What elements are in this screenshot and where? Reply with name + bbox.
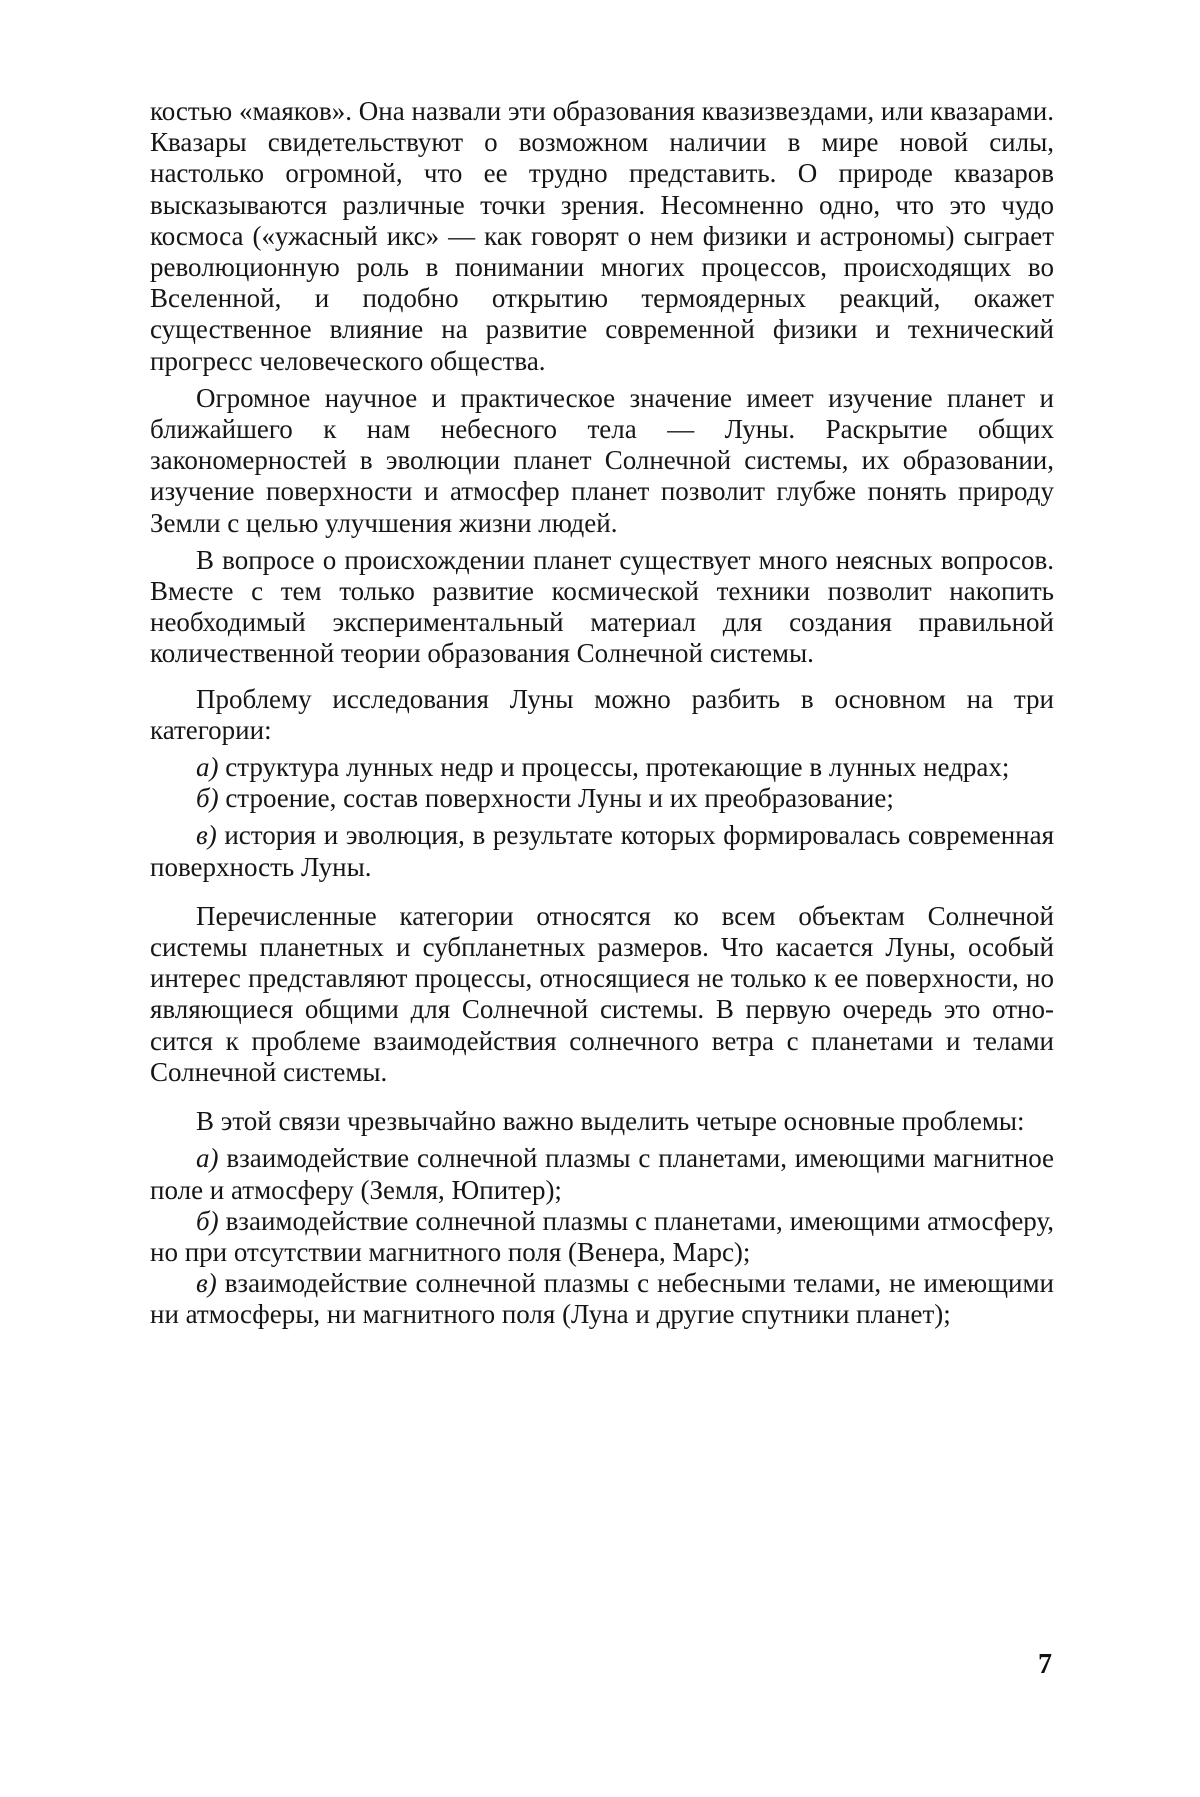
list-item-label: б) <box>196 1205 219 1236</box>
list-item-text: взаимодействие солнечной плазмы с планетами, имеющими магнитное поле и атмосферу (Земля, Юпитер); <box>150 1143 1055 1205</box>
list-item-text: строение, состав поверхности Луны и их преобразование; <box>225 783 894 814</box>
list-item-problem-b <box>150 1206 1054 1268</box>
list-item-label: в) <box>196 820 217 851</box>
list-item-text: взаимодействие солнечной плазмы с небесными телами, не имеющими ни атмосферы, ни магнитного поля (Луна и другие спутники планет); <box>150 1268 1054 1330</box>
list-item-problem-c <box>150 1268 1054 1330</box>
list-item-category-a <box>150 752 1054 783</box>
list-item-problem-a <box>150 1143 1054 1205</box>
paragraph-four-problems: В этой связи чрезвычайно важно выделить четыре основные проблемы: <box>196 1106 1025 1137</box>
paragraph-origin-planets: В вопросе о происхождении планет существует много неясных вопросов. Вместе с тем только развитие космической техники позволит накопить необходимый экспериментальный материал для создания правильной количественной теории образования Солнечной системы. <box>150 544 1054 669</box>
list-item-text: структура лунных недр и процессы, протекающие в лунных недрах; <box>225 752 1010 783</box>
paragraph-categories-scope: Перечисленные категории относятся ко всем объектам Солнечной системы планетных и субпланетных размеров. Что касается Луны, особый интерес представляют процессы, относящиеся не только к ее поверхности, но являющиеся общими для Солнечной системы. В первую очередь это относится к проблеме взаимодействия солнечного ветра с планетами и телами Солнечной системы. <box>150 900 1054 1087</box>
list-item-category-c <box>150 820 1054 882</box>
page-body <box>150 96 1054 1331</box>
list-item-text: взаимодействие солнечной плазмы с планетами, имеющими атмосферу, но при отсутствии магнитного поля (Венера, Марс); <box>150 1205 1055 1267</box>
list-item-label: а) <box>196 752 219 783</box>
paragraph-moon-problem: Проблему исследования Луны можно разбить в основном на три категории: <box>150 683 1054 745</box>
list-item-label: а) <box>196 1143 219 1174</box>
list-item-category-b <box>150 783 1054 814</box>
list-item-label: б) <box>196 783 219 814</box>
paragraph-quasars: костью «маяков». Она назвали эти образования квазизвездами, или квазарами. Квазары свидетельствуют о возможном наличии в мире новой силы, настолько огромной, что ее трудно представить. О природе квазаров высказываются различные точки зрения. Несомненно одно, что это чудо космоса («ужасный икс» — как говорят о нем физики и астрономы) сыграет революционную роль в понимании многих процессов, происходящих во Вселенной, и подобно открытию термоядерных реакций, окажет существенное влияние на развитие современной физики и технический прогресс человеческого общества. <box>150 96 1054 376</box>
page-number: 7 <box>1038 1649 1052 1680</box>
paragraph-planets-study: Огромное научное и практическое значение имеет изучение планет и ближайшего к нам небесного тела — Луны. Раскрытие общих закономерностей в эволюции планет Солнечной системы, их образовании, изучение поверхности и атмосфер планет позволит глубже понять природу Земли с целью улучшения жизни людей. <box>150 382 1054 538</box>
list-item-text: история и эволюция, в результате которых формировалась современная поверхность Луны. <box>150 820 1055 882</box>
list-item-label: в) <box>196 1268 217 1299</box>
